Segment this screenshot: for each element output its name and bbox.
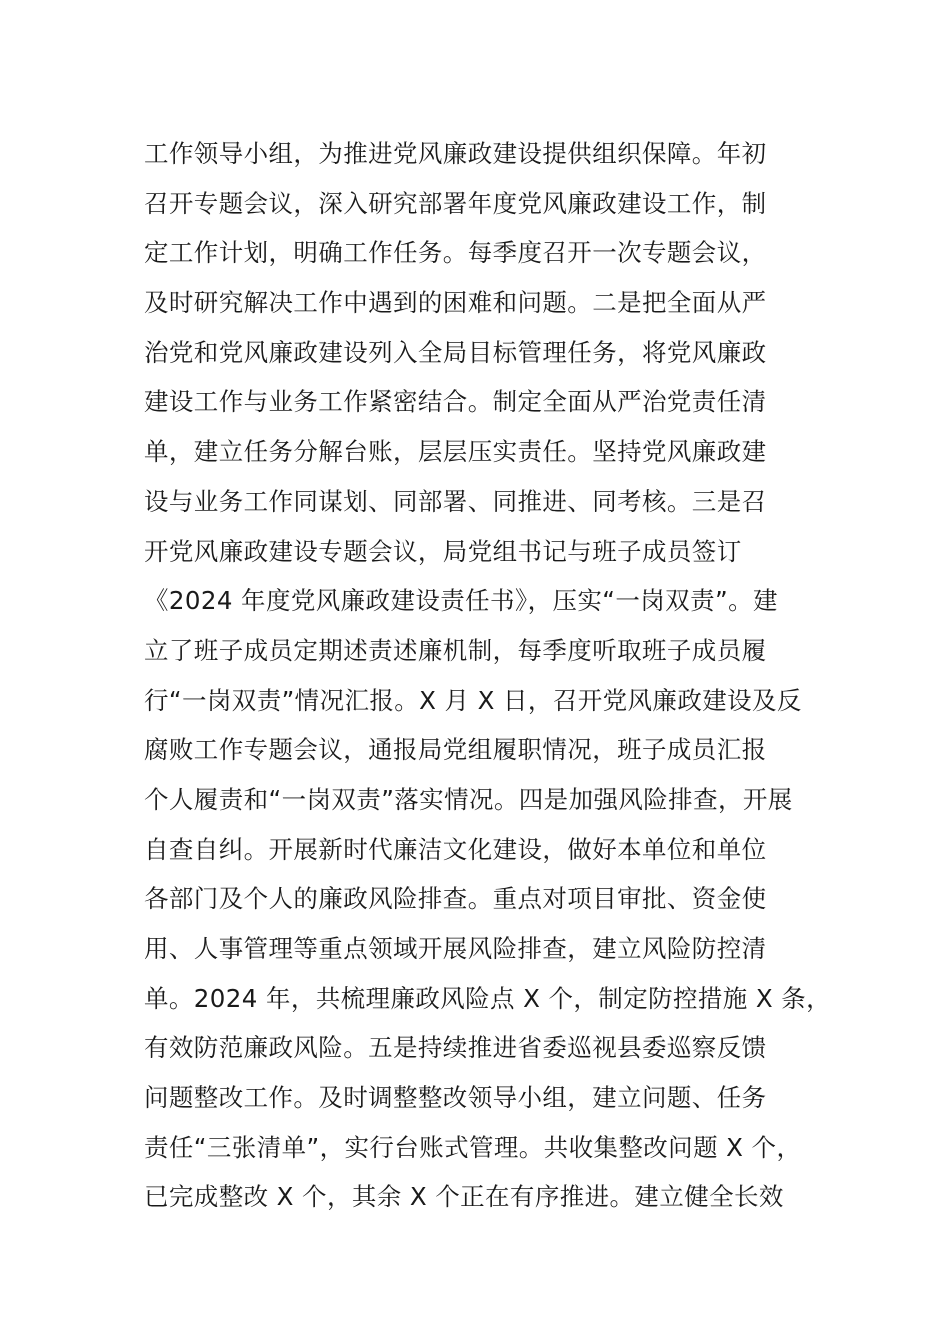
text-line: 各部门及个人的廉政风险排查。重点对项目审批、资金使: [144, 884, 767, 914]
text-line: 用、人事管理等重点领域开展风险排查，建立风险防控清: [144, 934, 767, 963]
text-line: 及时研究解决工作中遇到的困难和问题。二是把全面从严: [144, 288, 767, 318]
text-line: 设与业务工作同谋划、同部署、同推进、同考核。三是召: [144, 486, 767, 516]
text-line: 有效防范廉政风险。五是持续推进省委巡视县委巡察反馈: [144, 1033, 767, 1063]
text-line: 开党风廉政建设专题会议，局党组书记与班子成员签订: [144, 536, 742, 566]
text-line: 《2024 年度党风廉政建设责任书》，压实“一岗双责”。建: [144, 586, 778, 616]
text-line: 已完成整改 X 个，其余 X 个正在有序推进。建立健全长效: [144, 1182, 784, 1212]
text-line: 召开专题会议，深入研究部署年度党风廉政建设工作，制: [144, 188, 767, 218]
text-line: 个人履责和“一岗双责”落实情况。四是加强风险排查，开展: [144, 784, 793, 814]
text-line: 责任“三张清单”，实行台账式管理。共收集整改问题 X 个，: [144, 1132, 802, 1162]
text-line: 自查自纠。开展新时代廉洁文化建设，做好本单位和单位: [144, 834, 767, 864]
text-line: 立了班子成员定期述责述廉机制，每季度听取班子成员履: [144, 635, 767, 665]
text-line: 定工作计划，明确工作任务。每季度召开一次专题会议，: [144, 238, 767, 268]
text-line: 腐败工作专题会议，通报局党组履职情况，班子成员汇报: [144, 735, 767, 765]
text-line: 问题整改工作。及时调整整改领导小组，建立问题、任务: [144, 1083, 767, 1113]
body-text: [144, 129, 844, 1222]
text-line: 单，建立任务分解台账，层层压实责任。坚持党风廉政建: [144, 437, 767, 467]
text-line: 建设工作与业务工作紧密结合。制定全面从严治党责任清: [144, 387, 767, 417]
text-line: 行“一岗双责”情况汇报。X 月 X 日，召开党风廉政建设及反: [144, 685, 802, 715]
text-line: 治党和党风廉政建设列入全局目标管理任务，将党风廉政: [144, 337, 767, 367]
text-line: 单。2024 年，共梳理廉政风险点 X 个，制定防控措施 X 条，: [144, 983, 832, 1013]
text-line: 工作领导小组，为推进党风廉政建设提供组织保障。年初: [144, 139, 767, 168]
